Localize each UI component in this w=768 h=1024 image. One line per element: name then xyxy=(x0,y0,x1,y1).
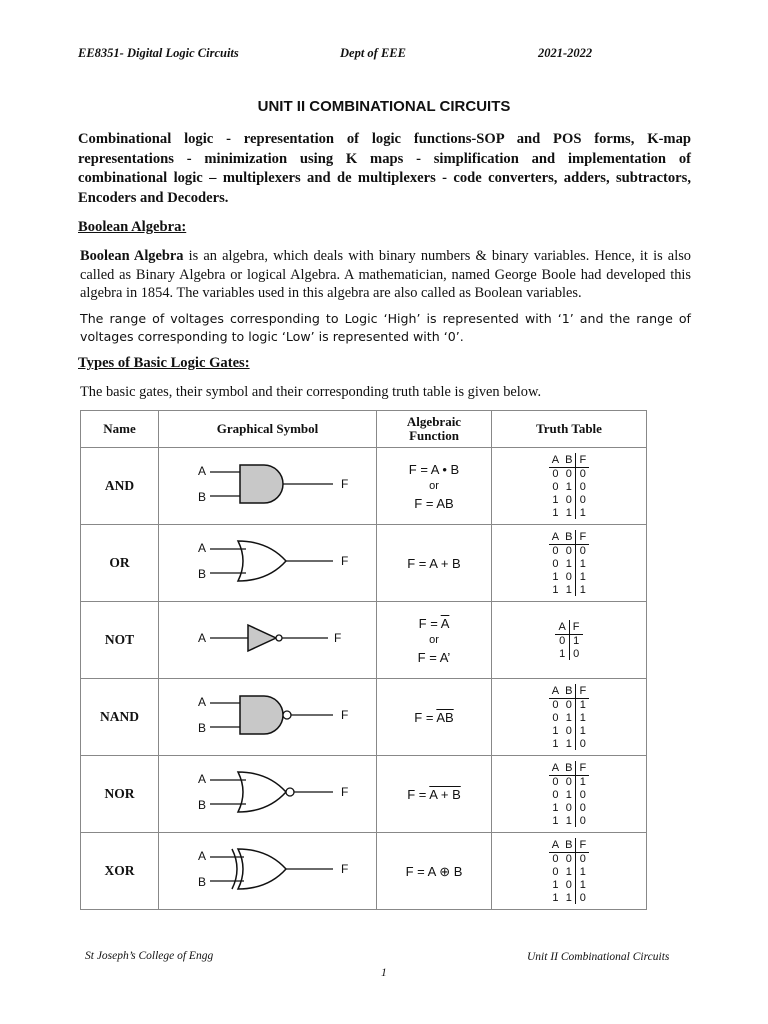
or-function-1: F = A + B xyxy=(407,555,461,571)
logic-gates-heading: Types of Basic Logic Gates: xyxy=(78,355,250,371)
truth-table-row xyxy=(549,788,589,801)
svg-text:F: F xyxy=(340,861,348,876)
truth-table-cell: 1 xyxy=(565,788,572,801)
not-function-or: or xyxy=(429,633,439,646)
footer-college: St Joseph’s College of Engg xyxy=(85,950,214,962)
truth-table-cell: 1 xyxy=(552,724,559,737)
truth-table-header xyxy=(549,453,589,468)
nor-function xyxy=(377,756,492,833)
truth-table-cell: 0 xyxy=(552,711,559,724)
and-gate-icon xyxy=(168,449,368,519)
truth-table-cell: 0 xyxy=(552,544,559,557)
not-function-1 xyxy=(377,615,491,632)
nor-gate-icon xyxy=(168,757,368,827)
truth-table-cell: 1 xyxy=(565,557,572,570)
not-gate-icon xyxy=(168,603,368,673)
truth-table-cell: 0 xyxy=(569,647,582,660)
truth-table-cell: 1 xyxy=(565,865,572,878)
xor-truth-table xyxy=(492,833,647,910)
truth-table-cell: 0 xyxy=(565,467,572,480)
or-gate-symbol xyxy=(159,525,377,602)
truth-table-cell: 0 xyxy=(576,852,589,865)
truth-table-col-a: A xyxy=(549,684,562,699)
truth-table-cell: 0 xyxy=(576,814,589,827)
truth-table-row xyxy=(549,698,589,711)
svg-text:A: A xyxy=(197,463,206,478)
nand-function-bar: $\overline{AB}$ xyxy=(436,709,454,725)
truth-table-cell: 0 xyxy=(552,775,559,788)
truth-table-cell: 0 xyxy=(576,737,589,750)
truth-table-cell: 0 xyxy=(576,480,589,493)
truth-table-cell: 1 xyxy=(565,480,572,493)
truth-table-header xyxy=(549,684,589,699)
not-gate-symbol xyxy=(159,602,377,679)
truth-table-cell: 1 xyxy=(576,506,589,519)
truth-table-col-f: F xyxy=(576,684,589,699)
truth-table-row xyxy=(555,647,582,660)
nand-gate-symbol xyxy=(159,679,377,756)
and-truth-table xyxy=(492,448,647,525)
truth-table-cell: 1 xyxy=(576,865,589,878)
nor-function-1 xyxy=(377,786,491,803)
svg-text:F: F xyxy=(340,784,348,799)
truth-table-row xyxy=(555,634,582,647)
truth-table-col-a: A xyxy=(549,453,562,468)
truth-table-col-f: F xyxy=(576,453,589,468)
truth-table-col-f: F xyxy=(569,620,582,635)
gate-name-xor: XOR xyxy=(81,833,159,910)
truth-table-cell: 1 xyxy=(576,711,589,724)
truth-table-cell: 1 xyxy=(576,724,589,737)
truth-table-cell: 1 xyxy=(565,814,572,827)
header-name: Name xyxy=(81,411,159,448)
not-function xyxy=(377,602,492,679)
not-truth-table-grid xyxy=(555,620,582,661)
truth-table-header xyxy=(549,838,589,853)
truth-table-cell: 1 xyxy=(552,570,559,583)
truth-table-col-b: B xyxy=(562,453,576,468)
truth-table-col-b: B xyxy=(562,761,576,776)
truth-table-cell: 1 xyxy=(576,775,589,788)
table-row xyxy=(81,756,647,833)
xor-truth-table-grid xyxy=(549,838,589,905)
boolean-algebra-description: is an algebra, which deals with binary numbers & binary variables. Hence, it is also called as Binary Algebra or logical Algebra. A mathematician, named George Boole had developed this algebra in 1854. The variables used in this algebra are also called as Boolean variables. xyxy=(80,248,691,301)
header-truth-table: Truth Table xyxy=(492,411,647,448)
truth-table-row xyxy=(549,775,589,788)
truth-table-col-f: F xyxy=(576,761,589,776)
or-truth-table xyxy=(492,525,647,602)
truth-table-row xyxy=(549,544,589,557)
header-course: EE8351- Digital Logic Circuits xyxy=(78,46,239,60)
truth-table-row xyxy=(549,557,589,570)
truth-table-header xyxy=(549,761,589,776)
svg-text:B: B xyxy=(197,566,206,581)
logic-gates-intro: The basic gates, their symbol and their corresponding truth table is given below. xyxy=(80,384,542,400)
nor-gate-symbol xyxy=(159,756,377,833)
truth-table-cell: 0 xyxy=(565,698,572,711)
not-function-bar: $\overline{A}$ xyxy=(440,615,450,631)
truth-table-cell: 1 xyxy=(552,801,559,814)
truth-table-cell: 1 xyxy=(559,647,566,660)
and-function-2: F = AB xyxy=(414,495,454,511)
truth-table-row xyxy=(549,891,589,904)
truth-table-row xyxy=(549,570,589,583)
header-year: 2021-2022 xyxy=(538,46,593,60)
svg-text:B: B xyxy=(197,797,206,812)
nand-truth-table xyxy=(492,679,647,756)
table-row xyxy=(81,833,647,910)
truth-table-header xyxy=(549,530,589,545)
truth-table-cell: 1 xyxy=(569,634,582,647)
truth-table-cell: 0 xyxy=(565,878,572,891)
table-header-row xyxy=(81,411,647,448)
footer-unit: Unit II Combinational Circuits xyxy=(527,951,670,963)
svg-text:F: F xyxy=(340,707,348,722)
page-number: 1 xyxy=(381,967,387,979)
unit-title: UNIT II COMBINATIONAL CIRCUITS xyxy=(257,98,511,115)
boolean-algebra-term: Boolean Algebra xyxy=(80,248,184,264)
truth-table-cell: 0 xyxy=(576,544,589,557)
truth-table-col-a: A xyxy=(549,838,562,853)
not-function-2: F = A’ xyxy=(417,649,451,665)
truth-table-row xyxy=(549,801,589,814)
truth-table-cell: 0 xyxy=(552,698,559,711)
truth-table-row xyxy=(549,583,589,596)
table-row xyxy=(81,602,647,679)
header-function-line2: Function xyxy=(409,428,459,443)
xor-gate-symbol xyxy=(159,833,377,910)
truth-table-cell: 0 xyxy=(565,570,572,583)
truth-table-row xyxy=(549,865,589,878)
truth-table-row xyxy=(549,506,589,519)
not-function-prefix: F = xyxy=(418,615,441,631)
truth-table-cell: 0 xyxy=(552,852,559,865)
or-function xyxy=(377,525,492,602)
xor-gate-icon xyxy=(168,834,368,904)
truth-table-col-a: A xyxy=(555,620,569,635)
truth-table-row xyxy=(549,711,589,724)
boolean-algebra-paragraph xyxy=(80,247,691,303)
svg-text:F: F xyxy=(333,630,341,645)
truth-table-cell: 1 xyxy=(565,583,572,596)
truth-table-cell: 0 xyxy=(576,801,589,814)
truth-table-cell: 0 xyxy=(559,634,566,647)
svg-text:B: B xyxy=(197,720,206,735)
svg-text:F: F xyxy=(340,476,348,491)
truth-table-cell: 1 xyxy=(565,711,572,724)
truth-table-cell: 0 xyxy=(565,544,572,557)
not-truth-table xyxy=(492,602,647,679)
syllabus-text: Combinational logic - representation of logic functions-SOP and POS forms, K-map representations - minimization using K maps - simplification and implementation of combinational logic – multiplexers and de multiplexers - code converters, adders, subtractors, Encoders and Decoders. xyxy=(78,131,691,206)
truth-table-cell: 1 xyxy=(576,570,589,583)
gate-name-or: OR xyxy=(81,525,159,602)
truth-table-row xyxy=(549,724,589,737)
truth-table-cell: 0 xyxy=(565,493,572,506)
truth-table-cell: 0 xyxy=(552,557,559,570)
xor-function-1: F = A ⊕ B xyxy=(405,863,463,879)
svg-text:B: B xyxy=(197,874,206,889)
truth-table-cell: 0 xyxy=(565,775,572,788)
logic-gates-table xyxy=(80,410,647,910)
svg-text:B: B xyxy=(197,489,206,504)
nand-function-prefix: F = xyxy=(414,709,437,725)
nor-function-bar: A + B xyxy=(429,786,461,802)
boolean-algebra-heading: Boolean Algebra: xyxy=(78,219,187,235)
header-dept: Dept of EEE xyxy=(340,46,406,60)
nor-truth-table-grid xyxy=(549,761,589,828)
truth-table-cell: 0 xyxy=(565,724,572,737)
truth-table-cell: 1 xyxy=(552,493,559,506)
truth-table-row xyxy=(549,493,589,506)
truth-table-cell: 1 xyxy=(552,814,559,827)
nand-function xyxy=(377,679,492,756)
truth-table-cell: 1 xyxy=(576,583,589,596)
nand-gate-icon xyxy=(168,680,368,750)
truth-table-cell: 1 xyxy=(576,698,589,711)
table-row xyxy=(81,448,647,525)
header-function-line1: Algebraic xyxy=(406,414,462,429)
truth-table-cell: 0 xyxy=(552,788,559,801)
nand-truth-table-grid xyxy=(549,684,589,751)
logic-levels-paragraph: The range of voltages corresponding to Logic ‘High’ is represented with ‘1’ and the range of voltages corresponding to logic ‘Low’ is represented with ‘0’. xyxy=(80,311,691,344)
svg-text:A: A xyxy=(197,771,206,786)
truth-table-cell: 1 xyxy=(552,737,559,750)
truth-table-row xyxy=(549,852,589,865)
truth-table-cell: 1 xyxy=(565,891,572,904)
and-truth-table-grid xyxy=(549,453,589,520)
and-function xyxy=(377,448,492,525)
truth-table-cell: 1 xyxy=(576,878,589,891)
or-truth-table-grid xyxy=(549,530,589,597)
truth-table-cell: 0 xyxy=(576,891,589,904)
table-row xyxy=(81,525,647,602)
truth-table-row xyxy=(549,737,589,750)
truth-table-cell: 0 xyxy=(576,467,589,480)
truth-table-cell: 1 xyxy=(552,891,559,904)
truth-table-row xyxy=(549,480,589,493)
truth-table-cell: 0 xyxy=(576,788,589,801)
svg-text:A: A xyxy=(197,540,206,555)
table-row xyxy=(81,679,647,756)
truth-table-cell: 0 xyxy=(576,493,589,506)
and-function-or: or xyxy=(429,479,439,492)
truth-table-cell: 1 xyxy=(552,583,559,596)
svg-text:F: F xyxy=(340,553,348,568)
truth-table-header xyxy=(555,620,582,635)
truth-table-cell: 1 xyxy=(552,878,559,891)
truth-table-col-a: A xyxy=(549,530,562,545)
xor-function xyxy=(377,833,492,910)
gate-name-not: NOT xyxy=(81,602,159,679)
truth-table-row xyxy=(549,878,589,891)
truth-table-col-b: B xyxy=(562,838,576,853)
truth-table-cell: 1 xyxy=(565,737,572,750)
truth-table-col-b: B xyxy=(562,684,576,699)
truth-table-row xyxy=(549,467,589,480)
truth-table-cell: 0 xyxy=(552,467,559,480)
truth-table-cell: 0 xyxy=(552,865,559,878)
svg-text:A: A xyxy=(197,630,206,645)
truth-table-cell: 0 xyxy=(565,852,572,865)
svg-text:A: A xyxy=(197,694,206,709)
truth-table-col-a: A xyxy=(549,761,562,776)
truth-table-row xyxy=(549,814,589,827)
and-gate-symbol xyxy=(159,448,377,525)
gate-name-nand: NAND xyxy=(81,679,159,756)
header-symbol: Graphical Symbol xyxy=(159,411,377,448)
nor-function-prefix: F = xyxy=(407,786,430,802)
truth-table-col-f: F xyxy=(576,530,589,545)
truth-table-col-f: F xyxy=(576,838,589,853)
truth-table-cell: 1 xyxy=(576,557,589,570)
truth-table-cell: 1 xyxy=(565,506,572,519)
truth-table-cell: 1 xyxy=(552,506,559,519)
truth-table-cell: 0 xyxy=(565,801,572,814)
gate-name-and: AND xyxy=(81,448,159,525)
truth-table-cell: 0 xyxy=(552,480,559,493)
svg-text:A: A xyxy=(197,848,206,863)
and-function-1: F = A • B xyxy=(408,461,460,477)
nand-function-1 xyxy=(377,709,491,726)
header-function xyxy=(377,411,492,448)
truth-table-col-b: B xyxy=(562,530,576,545)
or-gate-icon xyxy=(168,526,368,596)
gate-name-nor: NOR xyxy=(81,756,159,833)
nor-truth-table xyxy=(492,756,647,833)
